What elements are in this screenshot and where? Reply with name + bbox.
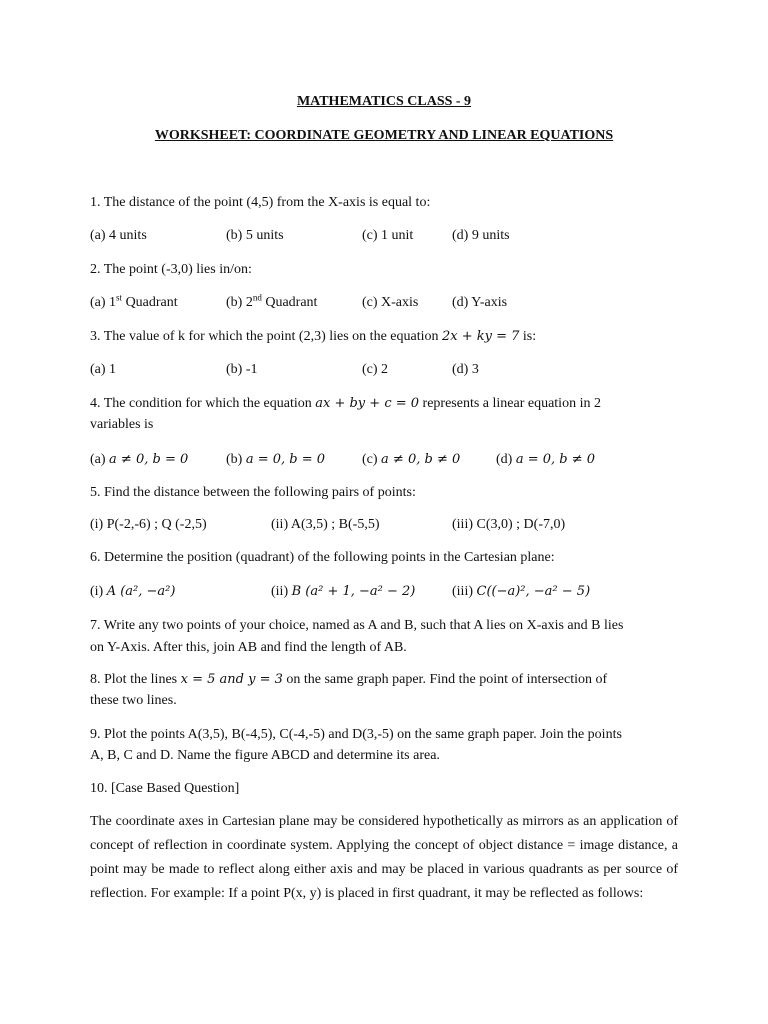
q4-option-c-label: (c) xyxy=(362,452,382,467)
q5-part-iii: (iii) C(3,0) ; D(-7,0) xyxy=(452,517,566,532)
q3-option-d: (d) 3 xyxy=(452,362,479,377)
q4-option-a-math: a ≠ 0, b = 0 xyxy=(109,452,189,467)
q4-option-b xyxy=(226,452,325,468)
question-1: 1. The distance of the point (4,5) from the X-axis is equal to: xyxy=(90,195,431,210)
q4-option-a xyxy=(90,452,188,468)
q4-option-b-math: a = 0, b = 0 xyxy=(245,452,326,467)
question-7-line-2: on Y-Axis. After this, join AB and find the length of AB. xyxy=(90,640,407,655)
q3-equation: 2x + ky = 7 xyxy=(442,329,520,344)
q4-option-b-label: (b) xyxy=(226,452,246,467)
q1-option-b: (b) 5 units xyxy=(226,228,284,243)
q4-option-c xyxy=(362,452,460,468)
q4-option-a-label: (a) xyxy=(90,452,110,467)
q1-option-a: (a) 4 units xyxy=(90,228,147,243)
q6-part-ii-math: B (a² + 1, −a² − 2) xyxy=(291,584,416,599)
q2-option-a-pre: (a) 1 xyxy=(90,295,117,310)
q3-text-pre: 3. The value of k for which the point (2,3) lies on the equation xyxy=(90,329,442,344)
q4-option-d-label: (d) xyxy=(496,452,516,467)
case-study-paragraph: The coordinate axes in Cartesian plane may be considered hypothetically as mirrors as an application of concept of reflection in coordinate system. Applying the concept of object distance = image distance, a point may be made to reflect along either axis and may be placed in various quadrants as per source of reflection. For example: If a point P(x, y) is placed in first quadrant, it may be reflected as follows: xyxy=(90,814,678,901)
q1-option-d: (d) 9 units xyxy=(452,228,510,243)
q2-option-b-post: Quadrant xyxy=(261,295,318,310)
q4-equation: ax + by + c = 0 xyxy=(315,396,420,411)
question-9-line-2: A, B, C and D. Name the figure ABCD and determine its area. xyxy=(90,748,440,763)
q4-option-c-math: a ≠ 0, b ≠ 0 xyxy=(381,452,461,467)
question-8 xyxy=(90,672,607,688)
q2-option-b-pre: (b) 2 xyxy=(226,295,253,310)
q2-option-b xyxy=(226,292,318,311)
q4-text-post: represents a linear equation in 2 xyxy=(419,396,601,411)
q8-text-pre: 8. Plot the lines xyxy=(90,672,181,687)
question-4-line-2: variables is xyxy=(90,417,154,432)
q3-option-c: (c) 2 xyxy=(362,362,389,377)
q6-part-iii-label: (iii) xyxy=(452,584,477,599)
q4-text-pre: 4. The condition for which the equation xyxy=(90,396,316,411)
q2-option-a xyxy=(90,292,178,311)
q2-option-d: (d) Y-axis xyxy=(452,295,508,310)
q6-part-iii xyxy=(452,584,590,600)
q2-option-b-sup: nd xyxy=(252,292,262,303)
q6-part-iii-math: C((−a)², −a² − 5) xyxy=(476,584,591,599)
page-title: MATHEMATICS CLASS - 9 xyxy=(296,94,472,109)
q4-option-d-math: a = 0, b ≠ 0 xyxy=(515,452,596,467)
q2-option-a-sup: st xyxy=(116,292,123,303)
q6-part-ii-label: (ii) xyxy=(271,584,292,599)
q6-part-i xyxy=(90,584,175,600)
question-2: 2. The point (-3,0) lies in/on: xyxy=(90,262,252,277)
q2-option-a-post: Quadrant xyxy=(122,295,178,310)
question-4 xyxy=(90,396,601,412)
q1-option-c: (c) 1 unit xyxy=(362,228,414,243)
question-10: 10. [Case Based Question] xyxy=(90,781,240,796)
q3-option-b: (b) -1 xyxy=(226,362,258,377)
q4-option-d xyxy=(496,452,595,468)
q8-text-post: on the same graph paper. Find the point of intersection of xyxy=(282,672,608,687)
question-8-line-2: these two lines. xyxy=(90,693,177,708)
q6-part-i-label: (i) xyxy=(90,584,107,599)
q8-equation: x = 5 and y = 3 xyxy=(180,672,283,687)
q3-text-post: is: xyxy=(519,329,537,344)
q3-option-a: (a) 1 xyxy=(90,362,117,377)
q5-part-ii: (ii) A(3,5) ; B(-5,5) xyxy=(271,517,380,532)
question-9: 9. Plot the points A(3,5), B(-4,5), C(-4,-5) and D(3,-5) on the same graph paper. Join the points xyxy=(90,727,622,742)
q2-option-c: (c) X-axis xyxy=(362,295,419,310)
q6-part-i-math: A (a², −a²) xyxy=(106,584,176,599)
q6-part-ii xyxy=(271,584,415,600)
question-5: 5. Find the distance between the following pairs of points: xyxy=(90,485,416,500)
question-3 xyxy=(90,329,536,345)
worksheet-subtitle: WORKSHEET: COORDINATE GEOMETRY AND LINEAR EQUATIONS xyxy=(154,128,614,143)
q5-part-i: (i) P(-2,-6) ; Q (-2,5) xyxy=(90,517,207,532)
question-6: 6. Determine the position (quadrant) of the following points in the Cartesian plane: xyxy=(90,550,555,565)
question-7: 7. Write any two points of your choice, named as A and B, such that A lies on X-axis and B lies xyxy=(90,618,624,633)
